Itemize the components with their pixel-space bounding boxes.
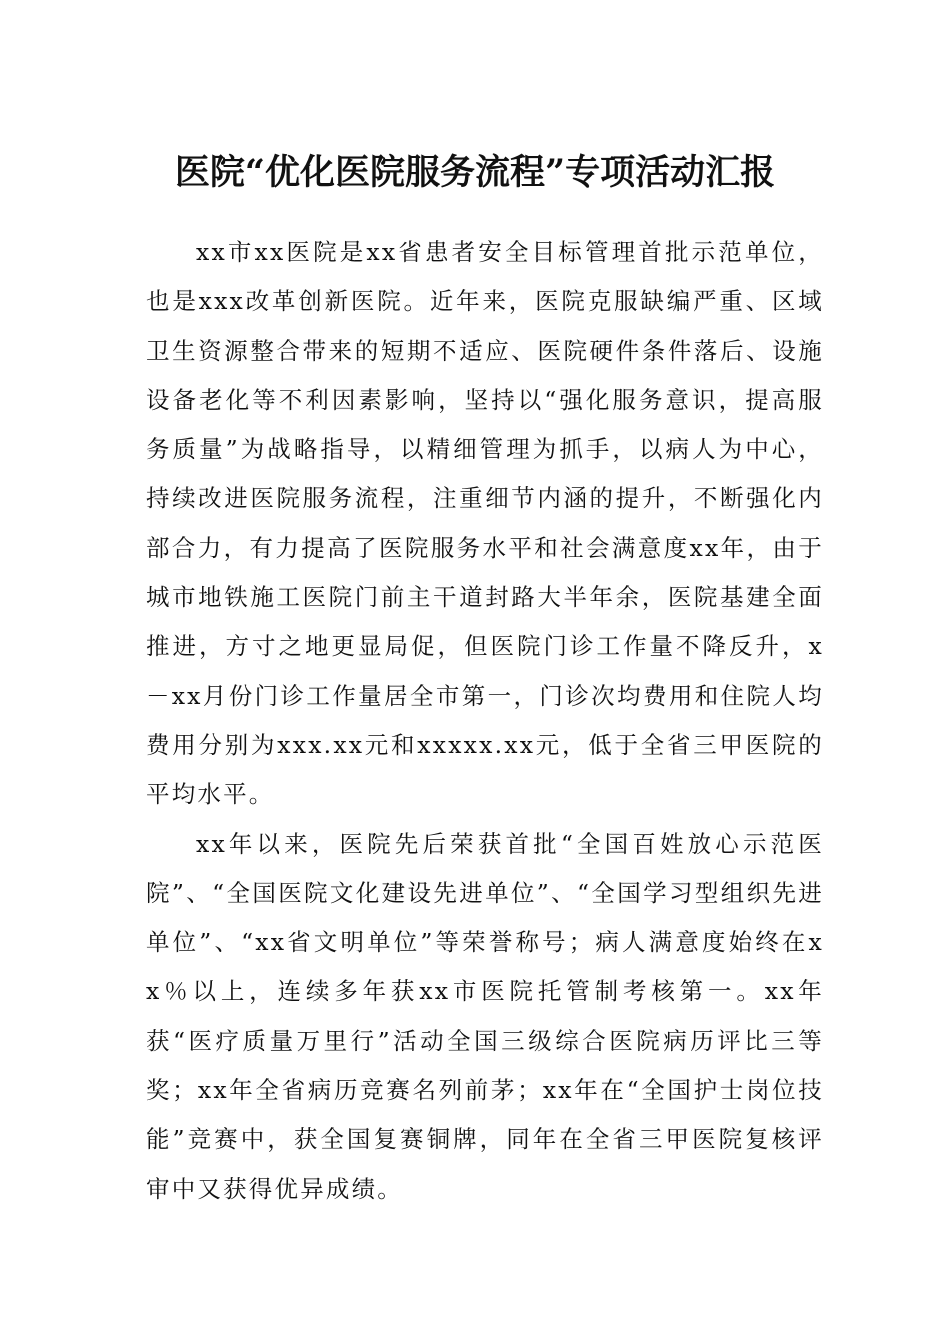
document-title: 医院“优化医院服务流程”专项活动汇报 [174,152,776,193]
document-body [146,228,824,1214]
paragraph-1: xx市xx医院是xx省患者安全目标管理首批示范单位，也是xxx改革创新医院。近年来，医院克服缺编严重、区域卫生资源整合带来的短期不适应、医院硬件条件落后、设施设备老化等不利因素影响，坚持以“强化服务意识，提高服务质量”为战略指导，以精细管理为抓手，以病人为中心，持续改进医院服务流程，注重细节内涵的提升，不断强化内部合力，有力提高了医院服务水平和社会满意度xx年，由于城市地铁施工医院门前主干道封路大半年余，医院基建全面推进，方寸之地更显局促，但医院门诊工作量不降反升，x－xx月份门诊工作量居全市第一，门诊次均费用和住院人均费用分别为xxx.xx元和xxxxx.xx元，低于全省三甲医院的平均水平。 [146,238,824,809]
paragraph-2: xx年以来，医院先后荣获首批“全国百姓放心示范医院”、“全国医院文化建设先进单位”、“全国学习型组织先进单位”、“xx省文明单位”等荣誉称号；病人满意度始终在xx％以上，连续多年获xx市医院托管制考核第一。xx年获“医疗质量万里行”活动全国三级综合医院病历评比三等奖；xx年全省病历竞赛名列前茅；xx年在“全国护士岗位技能”竞赛中，获全国复赛铜牌，同年在全省三甲医院复核评审中又获得优异成绩。 [146,829,824,1203]
